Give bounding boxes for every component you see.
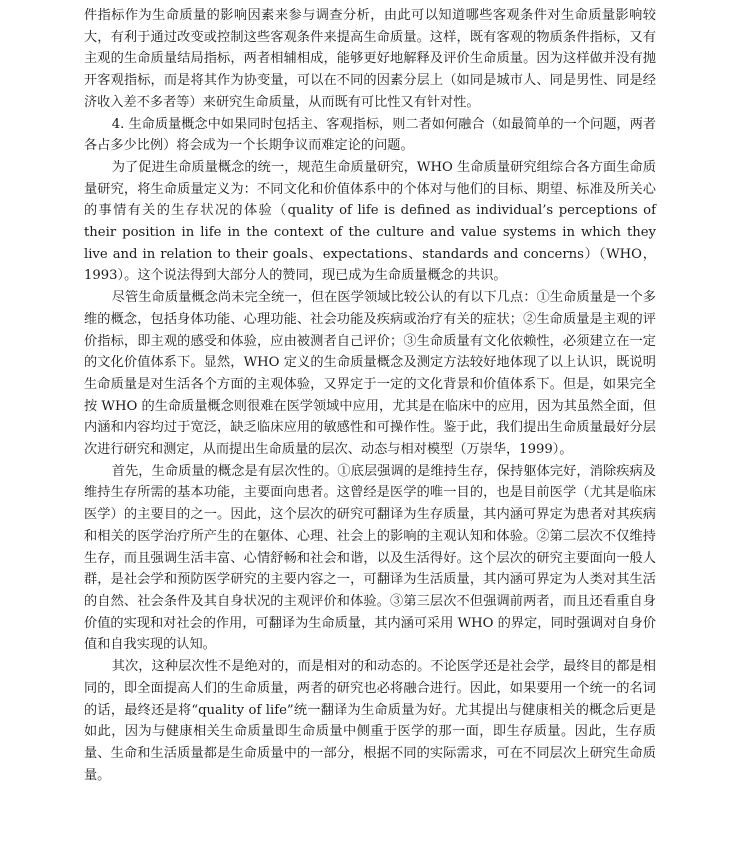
paragraph-who-definition: 为了促进生命质量概念的统一，规范生命质量研究，WHO 生命质量研究组综合各方面生命质量研究，将生命质量定义为：不同文化和价值体系中的个体对与他们的目标、期望、标准及所关心的事情有关的生存状况的体验（quality of life is defined as individual’s perceptions of their position in life in the context of the culture and value systems in which they live and in relation to their goals、expectations、standards and concerns）（WHO，1993）。这个说法得到大部分人的赞同，现已成为生命质量概念的共识。 bbox=[84, 159, 656, 284]
document-page bbox=[84, 5, 656, 786]
paragraph-relativity: 其次，这种层次性不是绝对的，而是相对的和动态的。不论医学还是社会学，最终目的都是相同的，即全面提高人们的生命质量，两者的研究也必将融合进行。因此，如果要用一个统一的名词的话，最终还是将“quality of life”统一翻译为生命质量为好。尤其提出与健康相关的概念后更是如此，因为与健康相关生命质量即生命质量中侧重于医学的那一面，即生存质量。因此，生存质量、生命和生活质量都是生命质量中的一部分，根据不同的实际需求，可在不同层次上研究生命质量。 bbox=[84, 659, 656, 783]
paragraph-continuation: 件指标作为生命质量的影响因素来参与调查分析，由此可以知道哪些客观条件对生命质量影响较大，有利于通过改变或控制这些客观条件来提高生命质量。这样，既有客观的物质条件指标，又有主观的生命质量结局指标，两者相辅相成，能够更好地解释及评价生命质量。因为这样做并没有抛开客观指标，而是将其作为协变量，可以在不同的因素分层上（如同是城市人、同是男性、同是经济收入差不多者等）来研究生命质量，从而既有可比性又有针对性。 bbox=[84, 8, 656, 110]
paragraph-hierarchy: 首先，生命质量的概念是有层次性的。①底层强调的是维持生存，保持躯体完好，消除疾病及维持生存所需的基本功能，主要面向患者。这曾经是医学的唯一目的，也是目前医学（尤其是临床医学）的主要目的之一。因此，这个层次的研究可翻译为生存质量，其内涵可界定为患者对其疾病和相关的医学治疗所产生的在躯体、心理、社会上的影响的主观认知和体验。②第二层次不仅维持生存，而且强调生活丰富、心情舒畅和社会和谐，以及生活得好。这个层次的研究主要面向一般人群，是社会学和预防医学研究的主要内容之一，可翻译为生活质量，其内涵可界定为人类对其生活的自然、社会条件及其自身状况的主观评价和体验。③第三层次不但强调前两者，而且还看重自身价值的实现和对社会的作用，可翻译为生命质量，其内涵可采用 WHO 的界定，同时强调对自身价值和自我实现的认知。 bbox=[84, 463, 656, 653]
paragraph-point-4: 4. 生命质量概念中如果同时包括主、客观指标，则二者如何融合（如最简单的一个问题，两者各占多少比例）将会成为一个长期争议而难定论的问题。 bbox=[84, 116, 656, 154]
paragraph-consensus-points: 尽管生命质量概念尚未完全统一，但在医学领域比较公认的有以下几点：①生命质量是一个多维的概念，包括身体功能、心理功能、社会功能及疾病或治疗有关的症状；②生命质量是主观的评价指标，即主观的感受和体验，应由被测者自己评价；③生命质量有文化依赖性，必须建立在一定的文化价值体系下。显然，WHO 定义的生命质量概念及测定方法较好地体现了以上认识，既说明生命质量是对生活各个方面的主观体验，又界定于一定的文化背景和价值体系下。但是，如果完全按 WHO 的生命质量概念则很难在医学领域中应用，尤其是在临床中的应用，因为其虽然全面，但内涵和内容均过于宽泛，缺乏临床应用的敏感性和可操作性。鉴于此，我们提出生命质量最好分层次进行研究和测定，从而提出生命质量的层次、动态与相对模型（万崇华，1999）。 bbox=[84, 290, 656, 458]
